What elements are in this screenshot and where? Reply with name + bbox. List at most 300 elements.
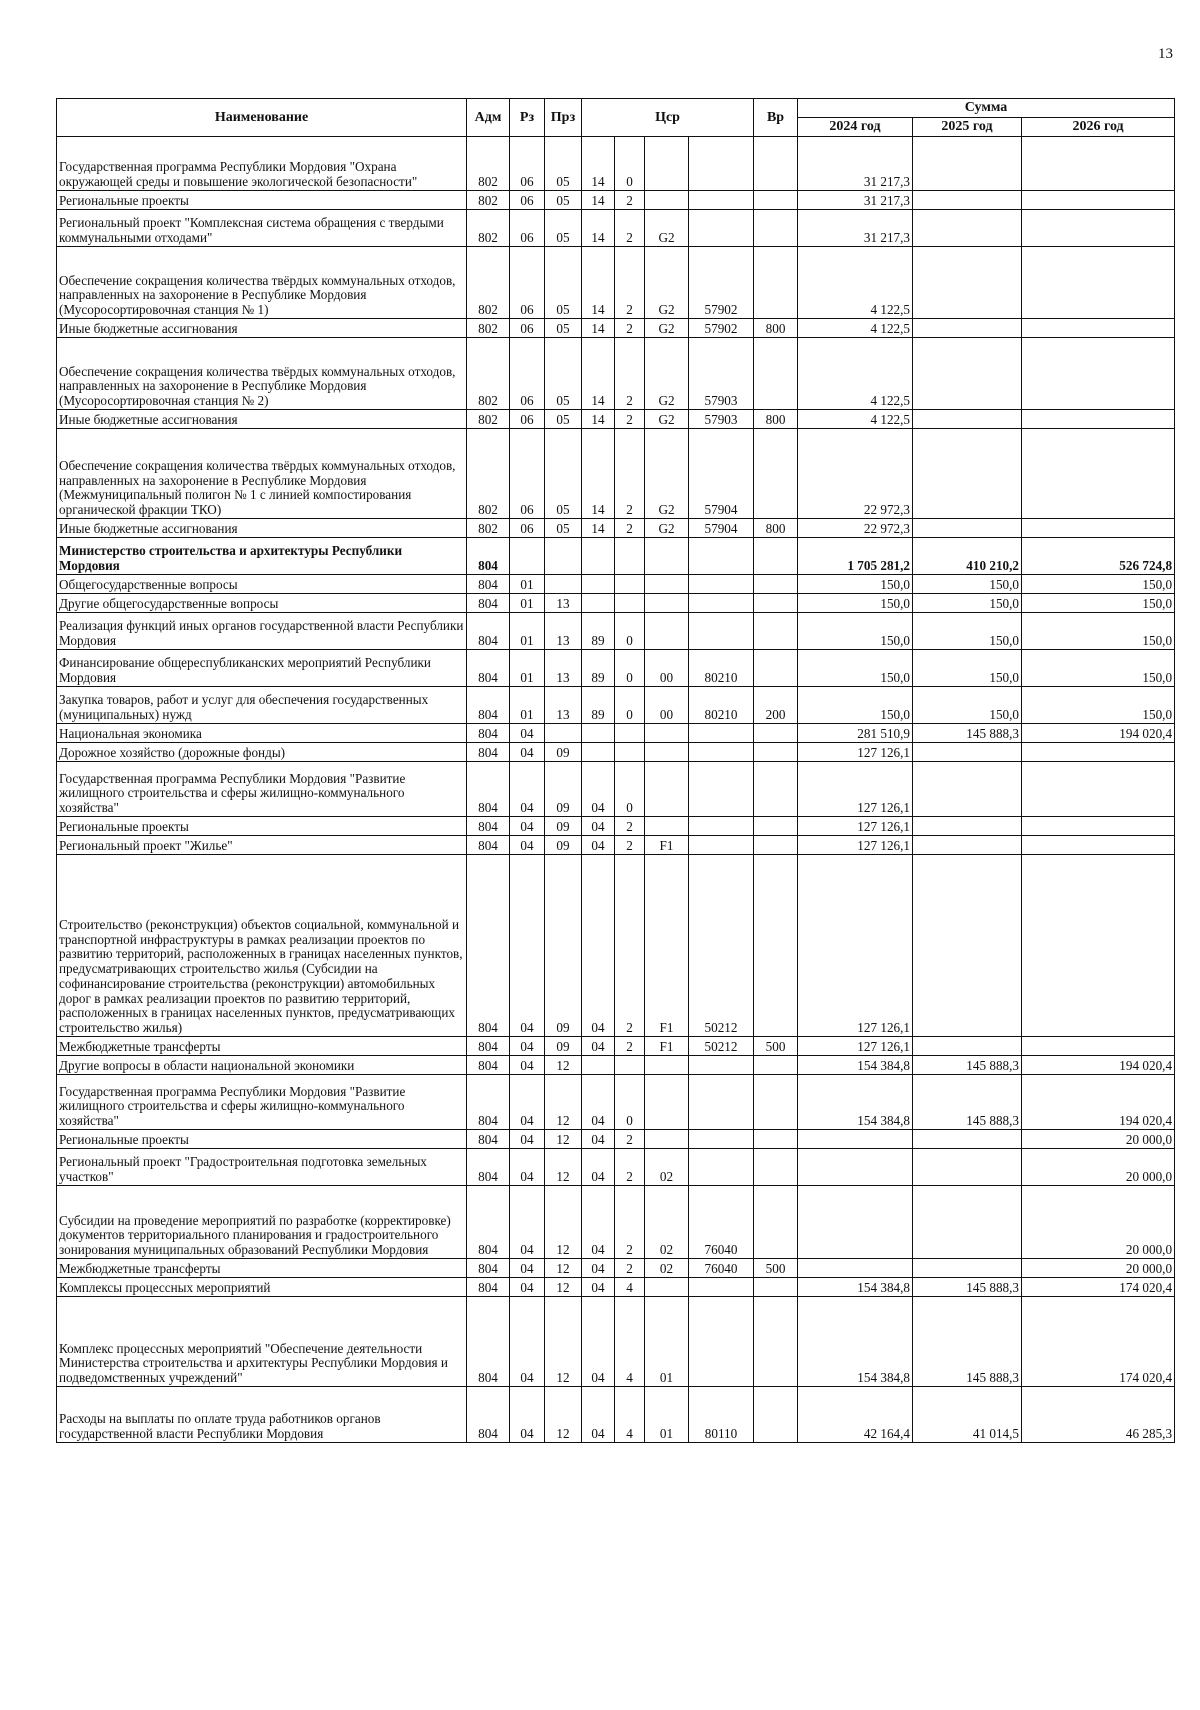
cell-c4: 57904 [689,519,754,538]
cell-s2025 [913,519,1022,538]
cell-vr [754,743,798,762]
cell-s2024: 150,0 [798,575,913,594]
cell-c3 [645,575,689,594]
cell-prz: 05 [545,338,582,410]
cell-vr [754,429,798,519]
cell-c4 [689,613,754,650]
cell-vr [754,1297,798,1387]
cell-s2025 [913,1186,1022,1259]
cell-c4 [689,1149,754,1186]
cell-c4: 57903 [689,338,754,410]
cell-c3: G2 [645,247,689,319]
cell-c3: 01 [645,1297,689,1387]
cell-rz: 04 [510,836,545,855]
cell-c2: 2 [615,855,645,1037]
cell-c1: 04 [582,1259,615,1278]
cell-c1: 04 [582,1037,615,1056]
cell-s2025 [913,137,1022,191]
cell-name: Другие вопросы в области национальной экономики [57,1056,467,1075]
cell-rz: 01 [510,575,545,594]
cell-adm: 804 [467,762,510,817]
cell-vr [754,1278,798,1297]
cell-s2025 [913,1037,1022,1056]
cell-c2: 2 [615,836,645,855]
cell-c3 [645,191,689,210]
cell-rz [510,538,545,575]
table-row [57,137,1175,191]
cell-prz [545,575,582,594]
cell-c2: 2 [615,319,645,338]
cell-c1 [582,594,615,613]
cell-vr [754,836,798,855]
cell-vr [754,613,798,650]
cell-c4 [689,1278,754,1297]
cell-c1 [582,1056,615,1075]
table-row [57,519,1175,538]
cell-s2024: 4 122,5 [798,247,913,319]
table-row [57,650,1175,687]
cell-c3 [645,1056,689,1075]
cell-rz: 06 [510,247,545,319]
page-number: 13 [1158,46,1173,62]
cell-s2026: 150,0 [1022,613,1175,650]
cell-c1: 89 [582,650,615,687]
cell-c2: 4 [615,1278,645,1297]
table-row [57,1037,1175,1056]
cell-s2026: 194 020,4 [1022,1056,1175,1075]
cell-s2025: 410 210,2 [913,538,1022,575]
table-row [57,743,1175,762]
cell-c1: 14 [582,429,615,519]
cell-adm: 804 [467,1130,510,1149]
cell-s2024: 31 217,3 [798,137,913,191]
cell-vr [754,855,798,1037]
cell-c4 [689,575,754,594]
cell-c2: 0 [615,687,645,724]
cell-s2025 [913,191,1022,210]
cell-c4: 57902 [689,247,754,319]
table-body [57,137,1175,1443]
cell-c3: G2 [645,410,689,429]
cell-s2025: 145 888,3 [913,724,1022,743]
cell-c2: 2 [615,191,645,210]
table-row [57,191,1175,210]
cell-adm: 802 [467,210,510,247]
header-2026: 2026 год [1022,118,1175,137]
cell-c4: 76040 [689,1186,754,1259]
cell-c3: G2 [645,429,689,519]
table-row [57,613,1175,650]
cell-adm: 802 [467,137,510,191]
cell-rz: 04 [510,762,545,817]
cell-c3: 02 [645,1186,689,1259]
cell-c4: 80110 [689,1387,754,1443]
cell-c3 [645,817,689,836]
cell-c3 [645,137,689,191]
cell-c1: 14 [582,210,615,247]
cell-s2026 [1022,1037,1175,1056]
cell-s2026: 20 000,0 [1022,1186,1175,1259]
cell-vr [754,137,798,191]
cell-name: Общегосударственные вопросы [57,575,467,594]
cell-rz: 06 [510,137,545,191]
cell-s2024: 150,0 [798,613,913,650]
cell-rz: 06 [510,338,545,410]
cell-name: Государственная программа Республики Мордовия "Охрана окружающей среды и повышение экологической безопасности" [57,137,467,191]
cell-vr [754,1387,798,1443]
header-adm: Адм [467,99,510,137]
cell-c3: G2 [645,519,689,538]
cell-c2: 2 [615,1130,645,1149]
cell-s2025 [913,836,1022,855]
cell-c4 [689,743,754,762]
table-row [57,410,1175,429]
cell-adm: 802 [467,338,510,410]
header-csr: Цср [582,99,754,137]
cell-c1: 04 [582,1075,615,1130]
table-row [57,1149,1175,1186]
cell-c1: 14 [582,338,615,410]
cell-s2024: 154 384,8 [798,1297,913,1387]
cell-s2024: 154 384,8 [798,1075,913,1130]
table-row [57,594,1175,613]
cell-prz: 05 [545,410,582,429]
cell-c2: 0 [615,613,645,650]
cell-c3: 00 [645,687,689,724]
cell-name: Иные бюджетные ассигнования [57,519,467,538]
cell-c1: 14 [582,410,615,429]
cell-rz: 06 [510,319,545,338]
cell-c3 [645,1278,689,1297]
cell-c1: 04 [582,1297,615,1387]
cell-c2: 2 [615,210,645,247]
table-row [57,1130,1175,1149]
cell-s2025: 145 888,3 [913,1056,1022,1075]
cell-s2026: 20 000,0 [1022,1149,1175,1186]
cell-s2024: 4 122,5 [798,410,913,429]
cell-vr [754,650,798,687]
cell-s2026: 194 020,4 [1022,1075,1175,1130]
cell-c4 [689,594,754,613]
cell-c2: 2 [615,1186,645,1259]
cell-c4: 80210 [689,687,754,724]
cell-s2024: 281 510,9 [798,724,913,743]
cell-c3: F1 [645,855,689,1037]
cell-c2 [615,594,645,613]
cell-c4: 76040 [689,1259,754,1278]
cell-s2025: 145 888,3 [913,1297,1022,1387]
cell-rz: 04 [510,1278,545,1297]
cell-s2026 [1022,247,1175,319]
cell-c4 [689,1056,754,1075]
cell-s2024: 127 126,1 [798,855,913,1037]
cell-prz: 12 [545,1186,582,1259]
cell-c2: 0 [615,762,645,817]
table-row [57,538,1175,575]
cell-name: Государственная программа Республики Мордовия "Развитие жилищного строительства и сферы жилищно-коммунального хозяйства" [57,1075,467,1130]
cell-prz: 13 [545,594,582,613]
cell-prz: 12 [545,1278,582,1297]
cell-prz: 05 [545,137,582,191]
cell-c2 [615,575,645,594]
cell-s2026: 174 020,4 [1022,1278,1175,1297]
header-summa: Сумма [798,99,1175,118]
cell-adm: 804 [467,724,510,743]
cell-c3: 00 [645,650,689,687]
cell-c1: 14 [582,137,615,191]
cell-adm: 802 [467,519,510,538]
cell-prz: 13 [545,687,582,724]
cell-rz: 04 [510,1259,545,1278]
cell-c4: 57902 [689,319,754,338]
cell-name: Региональный проект "Градостроительная подготовка земельных участков" [57,1149,467,1186]
cell-name: Комплексы процессных мероприятий [57,1278,467,1297]
cell-s2026 [1022,137,1175,191]
cell-c3: 02 [645,1149,689,1186]
table-row [57,1387,1175,1443]
table-row [57,1056,1175,1075]
cell-s2026: 526 724,8 [1022,538,1175,575]
cell-s2026: 150,0 [1022,594,1175,613]
cell-s2025: 41 014,5 [913,1387,1022,1443]
cell-name: Государственная программа Республики Мордовия "Развитие жилищного строительства и сферы жилищно-коммунального хозяйства" [57,762,467,817]
cell-s2025 [913,319,1022,338]
cell-adm: 804 [467,1259,510,1278]
cell-s2024 [798,1130,913,1149]
cell-c4 [689,137,754,191]
cell-prz: 12 [545,1297,582,1387]
cell-rz: 04 [510,817,545,836]
cell-s2026 [1022,319,1175,338]
cell-c2: 2 [615,1149,645,1186]
cell-c2: 0 [615,1075,645,1130]
cell-rz: 01 [510,613,545,650]
table-row [57,1297,1175,1387]
cell-c1: 04 [582,1130,615,1149]
cell-c2: 4 [615,1297,645,1387]
cell-s2024: 127 126,1 [798,762,913,817]
table-row [57,429,1175,519]
cell-prz: 05 [545,429,582,519]
cell-c1 [582,538,615,575]
table-row [57,1075,1175,1130]
cell-adm: 802 [467,247,510,319]
cell-s2024: 42 164,4 [798,1387,913,1443]
cell-adm: 804 [467,1037,510,1056]
cell-prz [545,538,582,575]
cell-prz: 09 [545,762,582,817]
cell-s2025: 145 888,3 [913,1075,1022,1130]
cell-vr [754,538,798,575]
cell-c4 [689,1075,754,1130]
cell-s2025 [913,1149,1022,1186]
cell-prz: 05 [545,210,582,247]
cell-name: Региональные проекты [57,1130,467,1149]
cell-rz: 04 [510,855,545,1037]
cell-rz: 06 [510,191,545,210]
cell-prz: 05 [545,191,582,210]
cell-vr [754,1056,798,1075]
cell-name: Региональный проект "Комплексная система обращения с твердыми коммунальными отходами" [57,210,467,247]
cell-adm: 804 [467,836,510,855]
cell-s2025 [913,762,1022,817]
cell-s2026: 20 000,0 [1022,1130,1175,1149]
cell-prz: 09 [545,743,582,762]
cell-name: Национальная экономика [57,724,467,743]
cell-adm: 804 [467,1056,510,1075]
cell-c1: 04 [582,1186,615,1259]
cell-s2025 [913,743,1022,762]
cell-s2024: 127 126,1 [798,743,913,762]
cell-name: Комплекс процессных мероприятий "Обеспечение деятельности Министерства строительства и архитектуры Республики Мордовия и подведомственных учреждений" [57,1297,467,1387]
cell-adm: 802 [467,191,510,210]
cell-s2025: 145 888,3 [913,1278,1022,1297]
cell-s2026 [1022,817,1175,836]
cell-rz: 04 [510,1056,545,1075]
cell-s2026 [1022,762,1175,817]
cell-c1: 14 [582,519,615,538]
cell-s2026: 174 020,4 [1022,1297,1175,1387]
cell-name: Субсидии на проведение мероприятий по разработке (корректировке) документов территориального планирования и градостроительного зонирования муниципальных образований Республики Мордовия [57,1186,467,1259]
table-row [57,247,1175,319]
cell-s2024 [798,1259,913,1278]
cell-vr [754,1149,798,1186]
cell-vr: 800 [754,319,798,338]
cell-rz: 04 [510,743,545,762]
cell-rz: 04 [510,1149,545,1186]
cell-vr [754,210,798,247]
cell-name: Расходы на выплаты по оплате труда работников органов государственной власти Республики Мордовия [57,1387,467,1443]
cell-s2026: 46 285,3 [1022,1387,1175,1443]
cell-c4 [689,817,754,836]
cell-adm: 802 [467,410,510,429]
cell-s2026 [1022,338,1175,410]
cell-c2: 2 [615,519,645,538]
cell-s2026: 150,0 [1022,650,1175,687]
cell-c3 [645,1130,689,1149]
cell-s2024: 127 126,1 [798,836,913,855]
cell-c3 [645,1075,689,1130]
table-row [57,1278,1175,1297]
cell-s2025 [913,338,1022,410]
cell-c1: 14 [582,247,615,319]
cell-adm: 802 [467,319,510,338]
cell-c4: 80210 [689,650,754,687]
cell-s2025 [913,817,1022,836]
cell-c1 [582,575,615,594]
cell-c2: 0 [615,650,645,687]
cell-c1: 04 [582,1278,615,1297]
cell-rz: 04 [510,1130,545,1149]
cell-prz: 05 [545,247,582,319]
cell-vr: 200 [754,687,798,724]
cell-adm: 804 [467,1278,510,1297]
cell-s2026: 20 000,0 [1022,1259,1175,1278]
cell-c4 [689,762,754,817]
cell-name: Региональные проекты [57,817,467,836]
cell-name: Обеспечение сокращения количества твёрдых коммунальных отходов, направленных на захоронение в Республике Мордовия (Мусоросортировочная станция № 1) [57,247,467,319]
cell-s2025: 150,0 [913,594,1022,613]
cell-vr [754,1186,798,1259]
cell-adm: 804 [467,594,510,613]
cell-c1: 89 [582,687,615,724]
cell-s2024: 22 972,3 [798,429,913,519]
cell-rz: 06 [510,410,545,429]
cell-name: Закупка товаров, работ и услуг для обеспечения государственных (муниципальных) нужд [57,687,467,724]
cell-c1: 14 [582,319,615,338]
cell-c4 [689,1130,754,1149]
cell-c3 [645,724,689,743]
cell-rz: 06 [510,519,545,538]
cell-s2025 [913,1130,1022,1149]
cell-c2: 2 [615,410,645,429]
cell-s2024 [798,1149,913,1186]
cell-c4: 57903 [689,410,754,429]
cell-vr [754,762,798,817]
cell-prz: 05 [545,319,582,338]
table-row [57,575,1175,594]
cell-vr [754,594,798,613]
cell-rz: 04 [510,1075,545,1130]
cell-c1 [582,743,615,762]
cell-s2025 [913,247,1022,319]
cell-c4 [689,724,754,743]
cell-rz: 06 [510,210,545,247]
cell-adm: 804 [467,1186,510,1259]
cell-s2024: 1 705 281,2 [798,538,913,575]
table-row [57,319,1175,338]
table-row [57,855,1175,1037]
cell-adm: 804 [467,687,510,724]
cell-c4 [689,538,754,575]
cell-vr [754,191,798,210]
cell-c3: 01 [645,1387,689,1443]
cell-name: Финансирование общереспубликанских мероприятий Республики Мордовия [57,650,467,687]
cell-s2024: 150,0 [798,687,913,724]
cell-rz: 01 [510,687,545,724]
cell-prz: 09 [545,1037,582,1056]
cell-vr [754,724,798,743]
cell-s2024: 31 217,3 [798,210,913,247]
cell-s2026 [1022,855,1175,1037]
cell-s2026 [1022,410,1175,429]
cell-s2025 [913,855,1022,1037]
table-row [57,817,1175,836]
cell-prz: 13 [545,613,582,650]
table-row [57,762,1175,817]
cell-s2026 [1022,519,1175,538]
cell-name: Межбюджетные трансферты [57,1037,467,1056]
cell-s2024: 127 126,1 [798,1037,913,1056]
cell-adm: 804 [467,613,510,650]
cell-adm: 804 [467,1297,510,1387]
cell-prz: 05 [545,519,582,538]
cell-s2024: 22 972,3 [798,519,913,538]
cell-c2: 2 [615,338,645,410]
cell-c4 [689,210,754,247]
budget-table [56,98,1175,1443]
cell-name: Иные бюджетные ассигнования [57,410,467,429]
cell-vr [754,817,798,836]
table-row [57,1186,1175,1259]
cell-prz: 13 [545,650,582,687]
cell-prz [545,724,582,743]
cell-prz: 12 [545,1259,582,1278]
cell-c1: 04 [582,836,615,855]
cell-s2026 [1022,836,1175,855]
cell-adm: 804 [467,650,510,687]
cell-s2025: 150,0 [913,575,1022,594]
